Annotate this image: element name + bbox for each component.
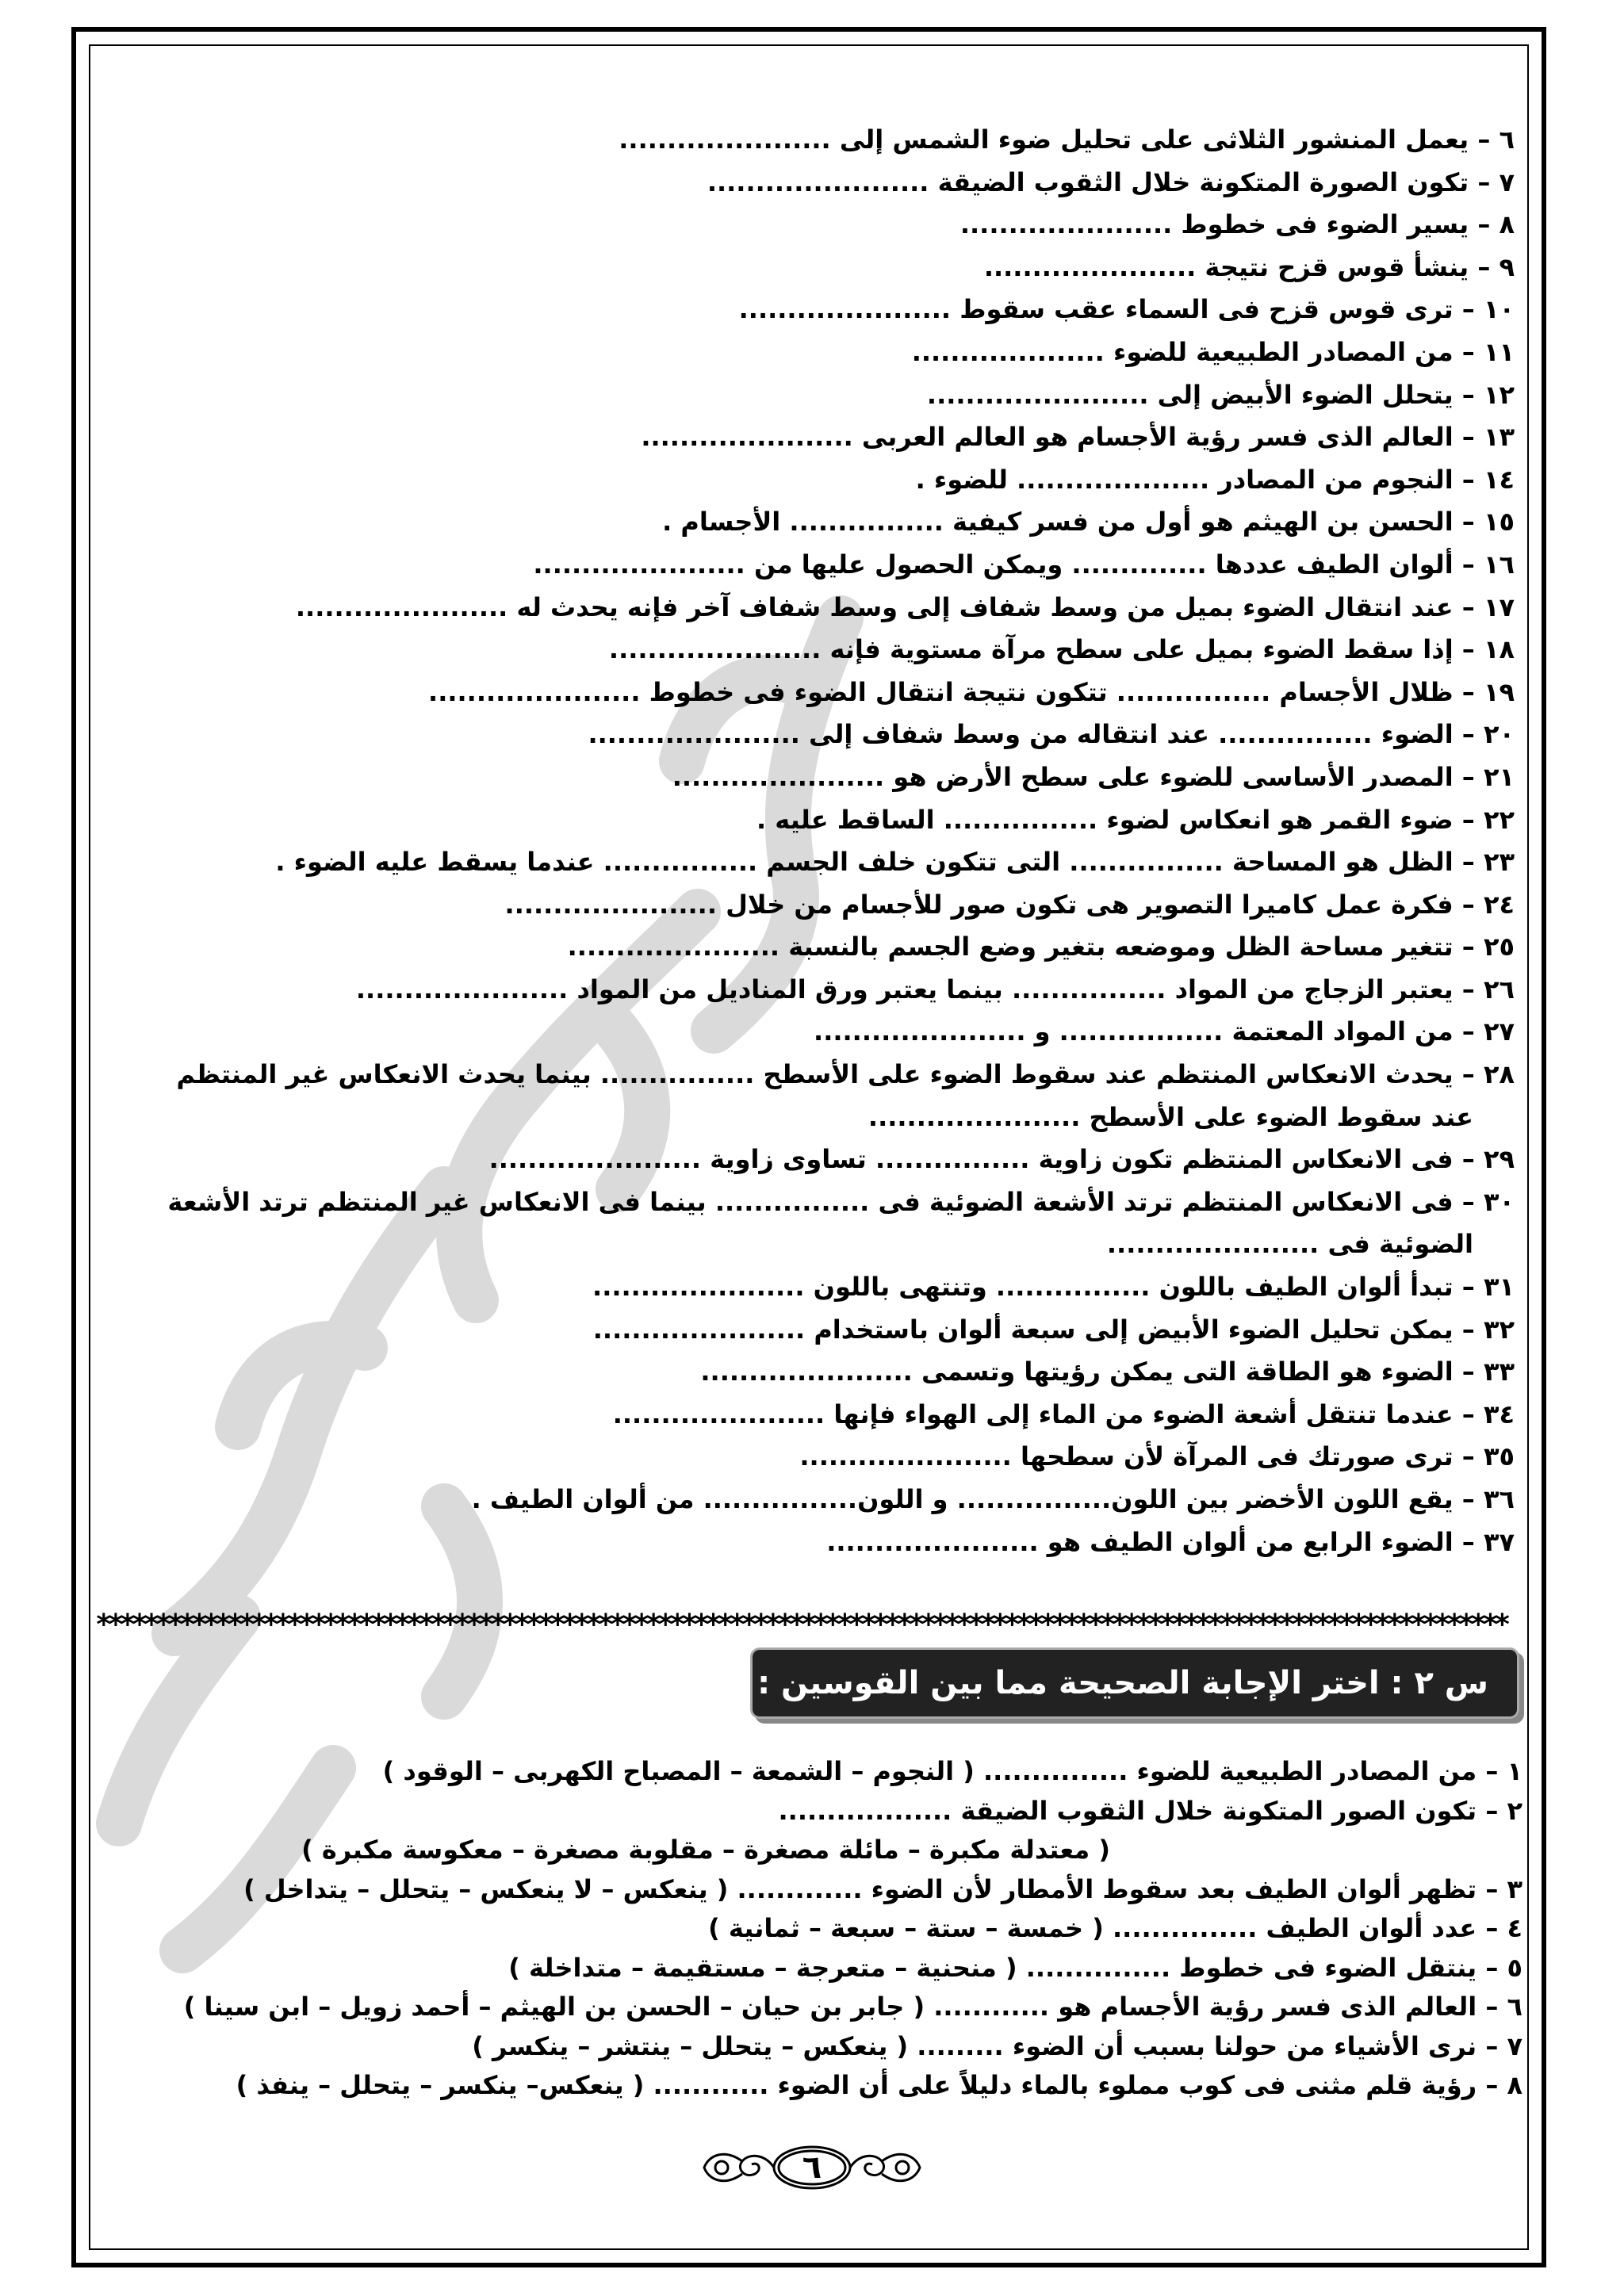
choice-question-line: ٥ – ينتقل الضوء فى خطوط ............... ( منحنية – متعرجة – مستقيمة – متداخلة ): [508, 1952, 1522, 1983]
choice-question-line: ١ – من المصادر الطبيعية للضوء ............... ( النجوم – الشمعة – المصباح الكهربى – الوقود ): [382, 1756, 1522, 1786]
question-line: ٣٠ – فى الانعكاس المنتظم ترتد الأشعة الضوئية فى ................ بينما فى الانعكاس غير المنتظم ترتد الأشعة: [167, 1186, 1515, 1217]
question-line: ١٦ – ألوان الطيف عددها .............. ويمكن الحصول عليها من ......................: [533, 549, 1515, 580]
question-line: ٣١ – تبدأ ألوان الطيف باللون ................ وتنتهى باللون ......................: [592, 1272, 1515, 1303]
section-2-title: س ٢ : اختر الإجابة الصحيحة مما بين القوسين :: [757, 1665, 1488, 1701]
question-line: ١٥ – الحسن بن الهيثم هو أول من فسر كيفية ................ الأجسام .: [662, 507, 1515, 538]
question-line: ٢٠ – الضوء ................ عند انتقاله من وسط شفاف إلى ......................: [588, 719, 1515, 750]
choice-question-line: ٢ – تكون الصور المتكونة خلال الثقوب الضيقة ..................: [778, 1795, 1522, 1826]
asterisk-separator: **********************************************************************************************************************: [95, 1611, 1506, 1640]
question-line: ٢٦ – يعتبر الزجاج من المواد ................ بينما يعتبر ورق المناديل من المواد ......................: [355, 974, 1515, 1004]
choice-question-line: ٧ – نرى الأشياء من حولنا بسبب أن الضوء ......... ( ينعكس – يتحلل – ينتشر – ينكسر ): [472, 2030, 1522, 2061]
question-line: ٢٤ – فكرة عمل كاميرا التصوير هى تكون صور للأجسام من خلال ......................: [504, 889, 1515, 920]
choice-question-line: ٣ – تظهر ألوان الطيف بعد سقوط الأمطار لأن الضوء ............. ( ينعكس – لا ينعكس – يتحلل – يتداخل ): [243, 1873, 1522, 1904]
section-2-multiple-choice: [135, 1752, 1522, 2106]
question-line: ٣٧ – الضوء الرابع من ألوان الطيف هو ......................: [826, 1526, 1515, 1557]
question-line: ١٣ – العالم الذى فسر رؤية الأجسام هو العالم العربى ......................: [641, 422, 1515, 453]
question-line: ١٨ – إذا سقط الضوء بميل على سطح مرآة مستوية فإنه ......................: [608, 634, 1515, 665]
choice-question-line: ٨ – رؤية قلم مثنى فى كوب مملوء بالماء دليلاً على أن الضوء ............ ( ينعكس– ينكسر – يتحلل – ينفذ ): [236, 2070, 1522, 2100]
question-line: ١٧ – عند انتقال الضوء بميل من وسط شفاف إلى وسط شفاف آخر فإنه يحدث له ......................: [295, 591, 1515, 622]
question-line: ١٩ – ظلال الأجسام ................ تتكون نتيجة انتقال الضوء فى خطوط ......................: [428, 676, 1515, 707]
question-line: ٢٨ – يحدث الانعكاس المنتظم عند سقوط الضوء على الأسطح ................ بينما يحدث الانعكاس غير المنتظم: [176, 1059, 1515, 1090]
question-line-continued: عند سقوط الضوء على الأسطح ......................: [868, 1101, 1473, 1132]
question-line: ٦ – يعمل المنشور الثلاثى على تحليل ضوء الشمس إلى ......................: [619, 124, 1515, 155]
question-line: ٣٢ – يمكن تحليل الضوء الأبيض إلى سبعة ألوان باستخدام ......................: [592, 1314, 1515, 1345]
page-number: ٦: [802, 2149, 822, 2186]
question-line: ٣٣ – الضوء هو الطاقة التى يمكن رؤيتها وتسمى ......................: [700, 1357, 1515, 1387]
question-line: ٣٥ – ترى صورتك فى المرآة لأن سطحها ......................: [799, 1441, 1515, 1472]
question-line: ١٠ – ترى قوس قزح فى السماء عقب سقوط ......................: [738, 294, 1515, 325]
question-line: ٩ – ينشأ قوس قزح نتيجة ......................: [983, 251, 1515, 282]
question-line: ٢٩ – فى الانعكاس المنتظم تكون زاوية ................ تساوى زاوية ......................: [488, 1144, 1515, 1175]
question-line: ٢٣ – الظل هو المساحة ................ التى تتكون خلف الجسم ................ عندما يسقط عليه الضوء .: [275, 847, 1515, 878]
question-line: ١٤ – النجوم من المصادر .................... للضوء .: [915, 464, 1515, 495]
question-line: ١٢ – يتحلل الضوء الأبيض إلى .......................: [926, 379, 1515, 410]
question-line: ٧ – تكون الصورة المتكونة خلال الثقوب الضيقة .......................: [707, 166, 1515, 197]
section-2-header-box: [750, 1647, 1519, 1719]
question-line: ٣٦ – يقع اللون الأخضر بين اللون................ و اللون................ من ألوان الطيف .: [471, 1484, 1515, 1514]
question-line-continued: الضوئية فى ......................: [1106, 1229, 1473, 1260]
section-1-fill-in-blanks: [119, 119, 1515, 1563]
question-line: ٢١ – المصدر الأساسى للضوء على سطح الأرض هو ......................: [672, 761, 1515, 792]
question-line: ٨ – يسير الضوء فى خطوط ......................: [959, 209, 1515, 240]
choice-question-line: ٤ – عدد ألوان الطيف ............... ( خمسة – ستة – سبعة – ثمانية ): [708, 1913, 1522, 1943]
choice-question-line: ٦ – العالم الذى فسر رؤية الأجسام هو ............ ( جابر بن حيان – الحسن بن الهيثم – أحمد زويل – ابن سينا ): [183, 1992, 1522, 2022]
question-line: ٢٧ – من المواد المعتمة ................. و ......................: [814, 1016, 1515, 1047]
question-line: ٢٥ – تتغير مساحة الظل وموضعه بتغير وضع الجسم بالنسبة ......................: [567, 932, 1515, 962]
question-line: ٢٢ – ضوء القمر هو انعكاس لضوء ................ الساقط عليه .: [756, 804, 1515, 835]
question-line: ٣٤ – عندما تنتقل أشعة الضوء من الماء إلى الهواء فإنها ......................: [612, 1399, 1515, 1429]
question-line: ١١ – من المصادر الطبيعية للضوء ....................: [911, 336, 1515, 367]
choice-options-line: ( معتدلة مكبرة – مائلة مصغرة – مقلوبة مصغرة – معكوسة مكبرة ): [301, 1835, 1110, 1865]
